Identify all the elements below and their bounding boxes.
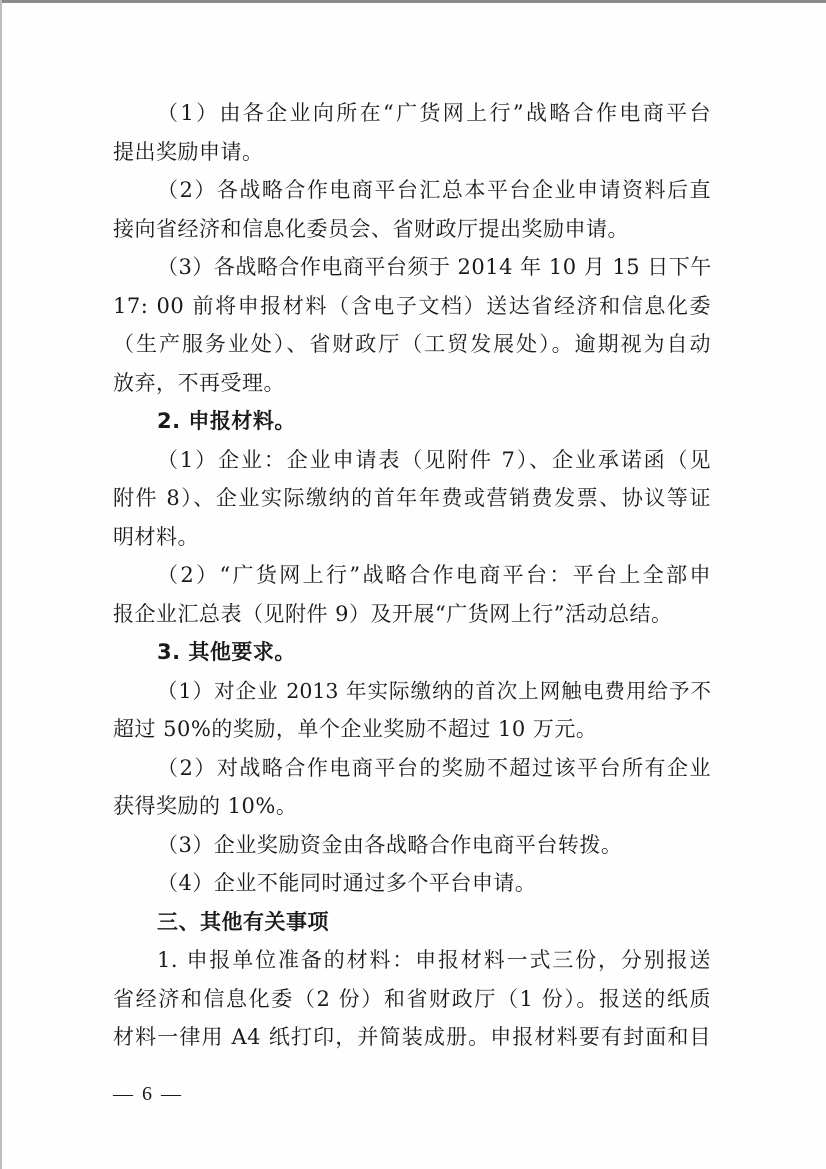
text-line: 放弃，不再受理。 — [113, 370, 285, 395]
text-line: 接向省经济和信息化委员会、省财政厅提出奖励申请。 — [113, 216, 629, 241]
text-line: （1）由各企业向所在“广货网上行”战略合作电商平台 — [157, 101, 711, 125]
text-line: 材料一律用 A4 纸打印，并简装成册。申报材料要有封面和目 — [113, 1025, 711, 1049]
text-line: 省经济和信息化委（2 份）和省财政厅（1 份）。报送的纸质 — [113, 986, 711, 1011]
document-body — [113, 94, 711, 1057]
section-heading: 2. 申报材料。 — [157, 409, 296, 433]
text-line: 超过 50%的奖励，单个企业奖励不超过 10 万元。 — [113, 717, 598, 741]
text-line: （3）各战略合作电商平台须于 2014 年 10 月 15 日下午 — [157, 255, 712, 279]
section-heading: 三、其他有关事项 — [157, 909, 329, 934]
text-line: （4）企业不能同时通过多个平台申请。 — [157, 871, 537, 895]
text-line: （2）“广货网上行”战略合作电商平台：平台上全部申 — [157, 563, 711, 587]
section-heading: 3. 其他要求。 — [157, 640, 296, 664]
scan-edge-top — [0, 0, 826, 3]
text-line: （1）对企业 2013 年实际缴纳的首次上网触电费用给予不 — [157, 678, 711, 703]
text-line: 获得奖励的 10%。 — [113, 794, 298, 818]
text-line: （1）企业：企业申请表（见附件 7）、企业承诺函（见 — [157, 447, 711, 472]
text-line: （2）各战略合作电商平台汇总本平台企业申请资料后直 — [157, 178, 711, 202]
text-line: （2）对战略合作电商平台的奖励不超过该平台所有企业 — [157, 755, 711, 780]
text-line: 报企业汇总表（见附件 9）及开展“广货网上行”活动总结。 — [113, 601, 673, 626]
text-line: 1. 申报单位准备的材料：申报材料一式三份，分别报送 — [157, 948, 711, 972]
page-number: — 6 — — [113, 1083, 183, 1105]
text-line: 附件 8）、企业实际缴纳的首年年费或营销费发票、协议等证 — [113, 486, 711, 510]
text-line: 17: 00 前将申报材料（含电子文档）送达省经济和信息化委 — [113, 293, 711, 318]
scan-edge-left — [0, 0, 2, 1169]
text-line: （3）企业奖励资金由各战略合作电商平台转拨。 — [157, 832, 623, 857]
text-line: 提出奖励申请。 — [113, 139, 264, 164]
text-line: 明材料。 — [113, 524, 199, 549]
text-line: （生产服务业处）、省财政厅（工贸发展处）。逾期视为自动 — [113, 332, 711, 356]
